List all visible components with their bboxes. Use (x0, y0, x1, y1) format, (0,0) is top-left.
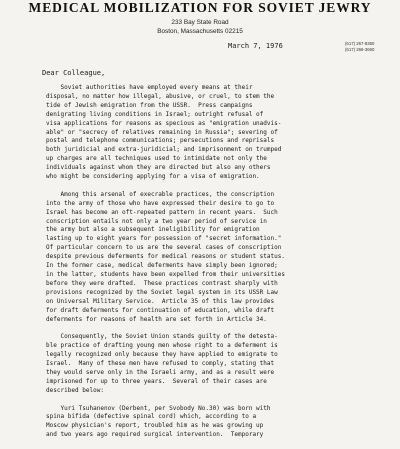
body-line: despite previous deferments for medical reasons or student status. (46, 253, 286, 261)
body-paragraph (46, 84, 392, 182)
body-line: able" or "secrecy of relatives remaining in Russia"; severing of (46, 128, 278, 136)
org-name-heading: MEDICAL MOBILIZATION FOR SOVIET JEWRY (28, 0, 372, 15)
body-line: in the latter, students have been expelled from their universities (46, 271, 286, 279)
body-line: deferments for reasons of health are set forth in Article 34. (46, 315, 267, 323)
body-line: described below: (46, 386, 104, 394)
body-line: Of particular concern to us are the several cases of conscription (46, 244, 282, 252)
body-line: Israel. Many of these men have refused to comply, stating that (46, 360, 275, 368)
body-line: disposal, no matter how illegal, abusive, or cruel, to stem the (46, 92, 275, 100)
body-line: tide of Jewish emigration from the USSR. Press campaigns (46, 101, 253, 109)
body-line: Israel has become an oft-repeated pattern in recent years. Such (46, 208, 278, 216)
body-line: legally recognized only because they have applied to emigrate to (46, 351, 278, 359)
body-line: on Universal Military Service. Article 35 of this law provides (46, 297, 275, 305)
body-line: In the former case, medical deferments have simply been ignored; (46, 262, 278, 270)
letter-body (46, 84, 392, 449)
phone-number-1: (617) 267-8350 (345, 41, 375, 46)
body-paragraph (46, 405, 392, 441)
body-line: into the army of those who have expressed their desire to go to (46, 199, 275, 207)
phone-numbers (345, 41, 374, 53)
body-line: Among this arsenal of execrable practices, the conscription (46, 190, 275, 198)
body-line: lasting up to eight years for possession of "secret information." (46, 235, 282, 243)
body-line: ble practice of drafting young men whose right to a deferment is (46, 342, 278, 350)
body-line: visa applications for reasons as specious as "emigration unadvis- (46, 119, 282, 127)
address-line-1: 233 Bay State Road (171, 19, 229, 26)
body-line: individuals against whom they are directed but also any others (46, 164, 271, 172)
body-paragraph (46, 333, 392, 395)
body-line: denigrating living conditions in Israel; outright refusal of (46, 110, 264, 118)
body-line: Moscow physician's report, troubled him as he was growing up (46, 422, 264, 430)
body-line: up charges are all techniques used to intimidate not only the (46, 155, 267, 163)
address-line-2: Boston, Massachusetts 02215 (157, 28, 243, 35)
body-line: both juridicial and extra-juridicial; and imprisonment on trumped (46, 146, 282, 154)
body-line: before they were drafted. These practices contrast sharply with (46, 279, 278, 287)
body-line: who might be considering applying for a visa of emigration. (46, 173, 260, 181)
body-paragraph (46, 191, 392, 325)
body-line: Soviet authorities have employed every means at their (46, 84, 253, 91)
body-line: provisions recognized by the Soviet legal system in its USSR Law (46, 288, 278, 296)
body-line: and two years ago required surgical intervention. Temporary (46, 431, 264, 439)
body-line: spina bifida (defective spinal cord) which, according to a (46, 413, 257, 421)
body-line: Yuri Tsuhanenov (Derbent, per Svobody No.30) was born with (46, 404, 271, 412)
letter-date: March 7, 1976 (228, 42, 283, 50)
salutation: Dear Colleague, (42, 69, 106, 77)
body-line: conscription entails not only a two year period of service in (46, 217, 267, 225)
phone-number-2: (617) 266-3660 (345, 47, 375, 52)
body-line: for draft deferments for continuation of education, while draft (46, 306, 275, 314)
body-line: they would serve only in the Israeli army, and as a result were (46, 368, 275, 376)
body-line: imprisoned for up to three years. Several of their cases are (46, 377, 267, 385)
body-line: postal and telephone communications; persecutions and reprisals (46, 137, 275, 145)
body-line: the army but also a subsequent ineligibility for emigration (46, 226, 260, 234)
body-line: Consequently, the Soviet Union stands guilty of the detesta- (46, 333, 278, 341)
